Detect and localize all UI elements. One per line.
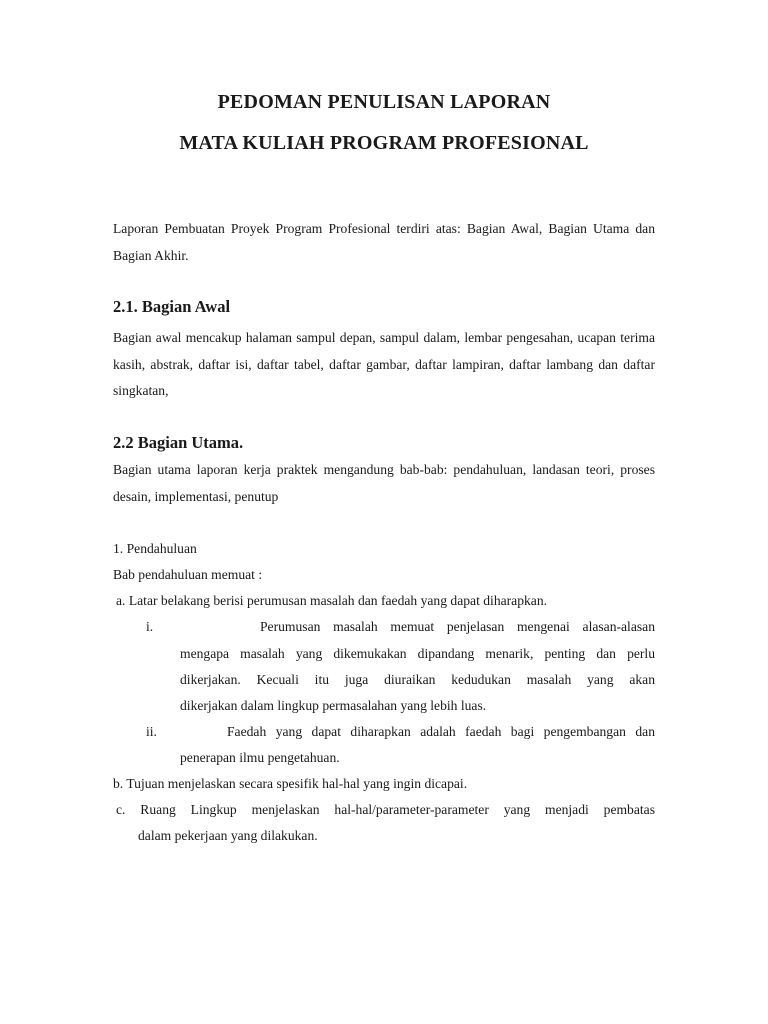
section-body-bagian-utama: Bagian utama laporan kerja praktek mengandung bab-bab: pendahuluan, landasan teori, proses desain, implementasi, penutup — [113, 462, 655, 504]
list-item-c-line-2: dalam pekerjaan yang dilakukan. — [138, 828, 318, 843]
section-heading-bagian-awal: 2.1. Bagian Awal — [113, 297, 231, 316]
sub-item-i-line-2: mengapa masalah yang dikemukakan dipandang menarik, penting dan perlu — [180, 646, 655, 661]
section-heading-bagian-utama: 2.2 Bagian Utama. — [113, 433, 244, 452]
document-title-line-2: MATA KULIAH PROGRAM PROFESIONAL — [179, 132, 589, 154]
list-item-b: b. Tujuan menjelaskan secara spesifik hal-hal yang ingin dicapai. — [113, 776, 468, 791]
pendahuluan-intro: Bab pendahuluan memuat : — [113, 567, 263, 582]
list-marker-i: i. — [146, 619, 154, 634]
sub-item-ii-line-2: penerapan ilmu pengetahuan. — [180, 750, 340, 765]
document-title-line-1: PEDOMAN PENULISAN LAPORAN — [217, 91, 551, 113]
list-item-a: a. Latar belakang berisi perumusan masalah dan faedah yang dapat diharapkan. — [116, 593, 548, 608]
sub-item-i-line-1: Perumusan masalah memuat penjelasan mengenai alasan-alasan — [260, 619, 655, 634]
sub-item-i-line-3: dikerjakan. Kecuali itu juga diuraikan kedudukan masalah yang akan — [180, 672, 655, 687]
sub-item-ii-line-1: Faedah yang dapat diharapkan adalah faedah bagi pengembangan dan — [227, 724, 655, 739]
list-marker-ii: ii. — [146, 724, 157, 739]
sub-item-i-line-4: dikerjakan dalam lingkup permasalahan yang lebih luas. — [180, 698, 487, 713]
list-item-c-line-1: c. Ruang Lingkup menjelaskan hal-hal/parameter-parameter yang menjadi pembatas — [116, 802, 655, 817]
section-body-bagian-awal: Bagian awal mencakup halaman sampul depan, sampul dalam, lembar pengesahan, ucapan terima kasih, abstrak, daftar isi, daftar tabel, daftar gambar, daftar lampiran, daftar lambang dan daftar singkatan, — [113, 330, 655, 398]
subsection-heading-pendahuluan: 1. Pendahuluan — [113, 541, 197, 556]
intro-paragraph: Laporan Pembuatan Proyek Program Profesional terdiri atas: Bagian Awal, Bagian Utama dan Bagian Akhir. — [113, 221, 655, 263]
